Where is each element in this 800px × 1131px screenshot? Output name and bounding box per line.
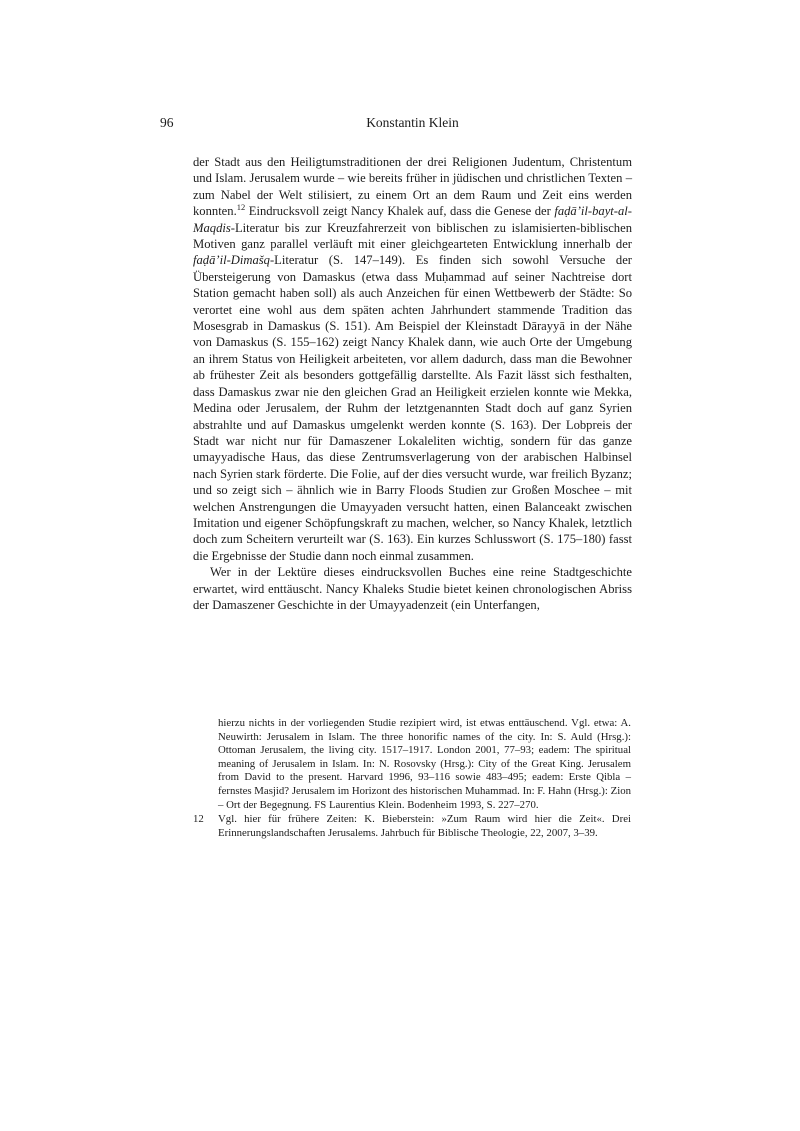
italic-term: faḍā’il-Dimašq — [193, 253, 270, 268]
footnote-12 — [193, 813, 631, 840]
footnote-text: Vgl. hier für frühere Zeiten: K. Bieberstein: »Zum Raum wird hier die Zeit«. Drei Erinnerungslandschaften Jerusalems. Jahrbuch für Biblische Theologie, 22, 2007, 3–39. — [218, 813, 631, 839]
paragraph-continuation — [193, 154, 632, 564]
running-head-title: Konstantin Klein — [366, 115, 459, 130]
text-run: -Literatur (S. 147–149). Es finden sich sowohl Versuche der Übersteigerung von Damaskus (etwa dass Muḥammad auf seiner Nachtreise dort Station gemacht haben soll) als auch Anzeichen für einen Wettbewerb der Städte: So verortet eine wohl aus dem späten achten Jahrhundert stammende Tradition das Mosesgrab in Damaskus (S. 151). Am Beispiel der Kleinstadt Dārayyā in der Nähe von Damaskus (S. 155–162) zeigt Nancy Khalek dann, wie auch Orte der Umgebung an ihrem Status von Heiligkeit arbeiteten, vor allem dadurch, dass man die Bewohner ab frühester Zeit als besonders gottgefällig darstellte. Als Fazit lässt sich festhalten, dass Damaskus zwar nie den gleichen Grad an Heiligkeit erzielen konnte wie Mekka, Medina oder Jerusalem, der Ruhm der letztgenannten Stadt doch auf ganz Syrien abstrahlte und auf Damaskus umgelenkt werden konnte (S. 163). Der Lobpreis der Stadt war nicht nur für Damaszener Lokaleliten wichtig, sondern für das ganze umayyadische Haus, das diese Zentrumsverlagerung von der arabischen Halbinsel nach Syrien stark förderte. Die Folie, auf der dies versucht wurde, war freilich Byzanz; und so zeigt sich – ähnlich wie in Barry Floods Studien zur Großen Moschee – mit welchen Anstrengungen die Umayyaden versucht hatten, einen Balanceakt zwischen Imitation und eigener Schöpfungskraft zu machen, welcher, so Nancy Khalek, letztlich doch zum Scheitern verurteilt war (S. 163). Ein kurzes Schlusswort (S. 175–180) fasst die Ergebnisse der Studie dann noch einmal zusammen. — [193, 253, 632, 563]
footnote-text: hierzu nichts in der vorliegenden Studie rezipiert wird, ist etwas enttäuschend. Vgl. etwa: A. Neuwirth: Jerusalem in Islam. The three honorific names of the city. In: S. Auld (Hrsg.): Ottoman Jerusalem, the living city. 1517–1917. London 2001, 77–93; eadem: The spiritual meaning of Jerusalem in Islam. In: N. Rosovsky (Hrsg.): City of the Great King. Jerusalem from David to the present. Harvard 1996, 93–116 sowie 483–495; eadem: Erste Qibla – fernstes Masjid? Jerusalem im Horizont des historischen Muhammad. In: F. Hahn (Hrsg.): Zion – Ort der Begegnung. FS Laurentius Klein. Bodenheim 1993, S. 227–270. — [218, 717, 631, 811]
footnote-marker — [193, 717, 218, 812]
footnote-block — [193, 716, 631, 840]
footnote-marker: 12 — [193, 813, 204, 826]
page-header — [160, 115, 632, 130]
page-number: 96 — [160, 115, 174, 130]
text-run: Wer in der Lektüre dieses eindrucksvollen Buches eine reine Stadtgeschichte erwartet, wird enttäuscht. Nancy Khaleks Studie bietet keinen chronologischen Abriss der Damaszener Geschichte in der Umayyadenzeit (ein Unterfangen, — [193, 565, 632, 612]
italic-term: faḍā’il-bayt-al-Maqdis — [193, 204, 632, 235]
footnote-continuation — [193, 717, 631, 812]
text-run: Eindrucksvoll zeigt Nancy Khalek auf, dass die Genese der — [245, 204, 555, 219]
text-run: der Stadt aus den Heiligtumstraditionen der drei Religionen Judentum, Christentum und Islam. Jerusalem wurde – wie bereits früher in jüdischen und christlichen Texten – zum Nabel der Welt stilisiert, zu einem Ort an dem Raum und Zeit eins werden konnten. — [193, 155, 632, 219]
text-run: -Literatur bis zur Kreuzfahrerzeit von biblischen zu islamisierten-biblischen Motiven ganz parallel verläuft mit einer gleichgearteten Entwicklung innerhalb der — [193, 220, 632, 252]
review-body-text — [193, 154, 632, 613]
paragraph-new — [193, 564, 632, 613]
footnote-reference: 12 — [236, 202, 246, 213]
